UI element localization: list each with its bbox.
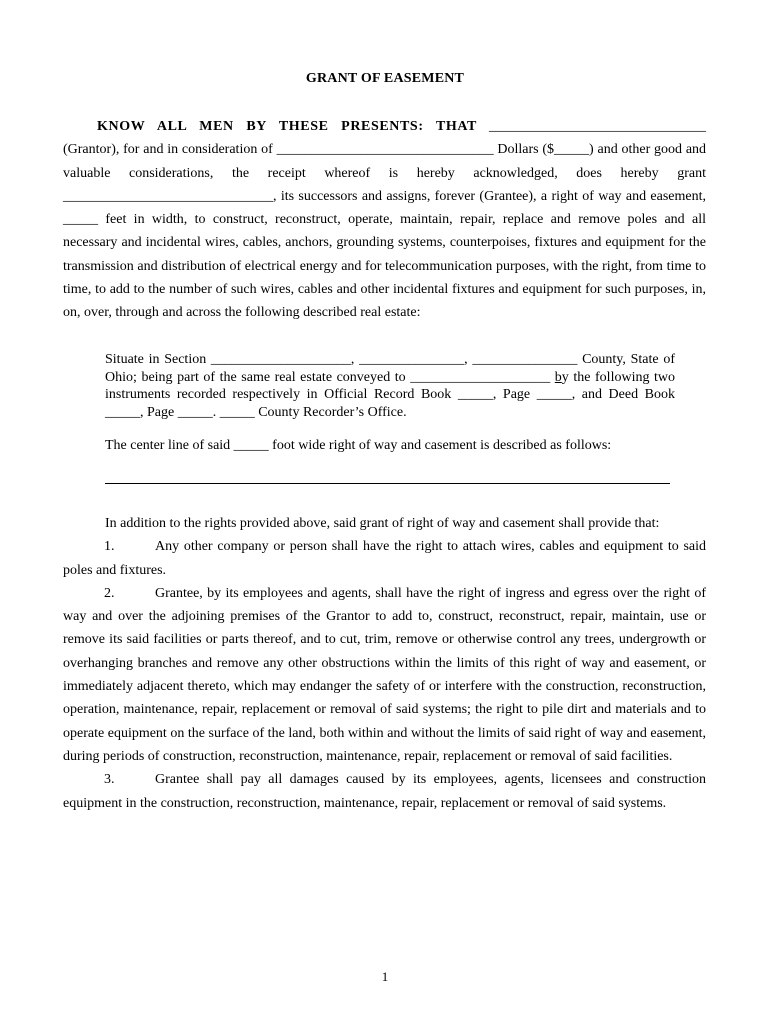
provision-item xyxy=(63,535,706,582)
provision-number: 3. xyxy=(104,772,115,788)
provision-text: Grantee shall pay all damages caused by its employees, agents, licensees and construction equipment in the construction, reconstruction, maintenance, repair, replacement or removal of said systems. xyxy=(63,772,706,811)
situate-part-2: y the following two instruments recorded respectively in Official Record Book _____, Page _____, and Deed Book _____, Page _____. _____ County Recorder’s Office. xyxy=(105,369,676,420)
situate-part-1: Situate in Section ____________________, _______________, _______________ County, State of Ohio; being part of the same real estate conveyed to ____________________ xyxy=(105,352,675,385)
provision-number: 2. xyxy=(104,585,115,601)
center-line-blank-rule xyxy=(105,483,670,484)
consideration-blank: _______________________________ xyxy=(276,142,494,158)
grantee-blank: ______________________________, xyxy=(63,188,277,204)
situate-paragraph xyxy=(105,351,675,421)
addition-intro: In addition to the rights provided above, said grant of right of way and casement shall provide that: xyxy=(105,516,660,531)
document-title: GRANT OF EASEMENT xyxy=(305,71,465,86)
intro-paragraph xyxy=(63,115,706,325)
provision-text: Grantee, by its employees and agents, shall have the right of ingress and egress over the right of way and over the adjoining premises of the Grantor to add to, construct, reconstruct, repair, maintain, use or remove its said facilities or parts thereof, and to cut, trim, remove or otherwise control any trees, undergrowth or overhanging branches and remove any other obstructions within the limits of this right of way and easement, or immediately adjacent thereto, which may endanger the safety of or interfere with the construction, reconstruction, operation, maintenance, repair, replacement or removal of said systems; the right to pile dirt and materials and to operate equipment on the surface of the land, both within and without the limits of said right of way and easement, during periods of construction, reconstruction, maintenance, repair, replacement or removal of said facilities. xyxy=(63,585,706,764)
dollars-text: Dollars ($_____) and other good and valuable considerations, the receipt whereof is hereby acknowledged, does hereby grant xyxy=(63,142,707,181)
grantee-text: its successors and assigns, forever (Grantee), a right of way and easement, _____ feet in width, to construct, reconstruct, operate, maintain, repair, replace and remove poles and all necessary and incidental wires, cables, anchors, grounding systems, counterpoises, fixtures and equipment for the transmission and distribution of electrical energy and for telecommunication purposes, with the right, from time to time, to add to the number of such wires, cables and other incidental fixtures and equipment for such purposes, in, on, over, through and across the following described real estate: xyxy=(63,188,707,321)
page-number: 1 xyxy=(381,969,389,984)
provision-item xyxy=(63,582,706,768)
provision-item xyxy=(63,768,706,815)
additional-provisions xyxy=(63,512,706,815)
situate-underlined: b xyxy=(554,369,562,385)
provision-text: Any other company or person shall have the right to attach wires, cables and equipment to said poles and fixtures. xyxy=(63,539,706,578)
grantor-blank: _______________________________ xyxy=(489,119,706,134)
grantor-text: (Grantor), for and in consideration of xyxy=(63,142,273,158)
center-line-description: The center line of said _____ foot wide right of way and casement is described as follows: xyxy=(105,438,612,453)
provision-number: 1. xyxy=(104,539,115,555)
intro-lead: KNOW ALL MEN BY THESE PRESENTS: THAT xyxy=(97,119,477,134)
